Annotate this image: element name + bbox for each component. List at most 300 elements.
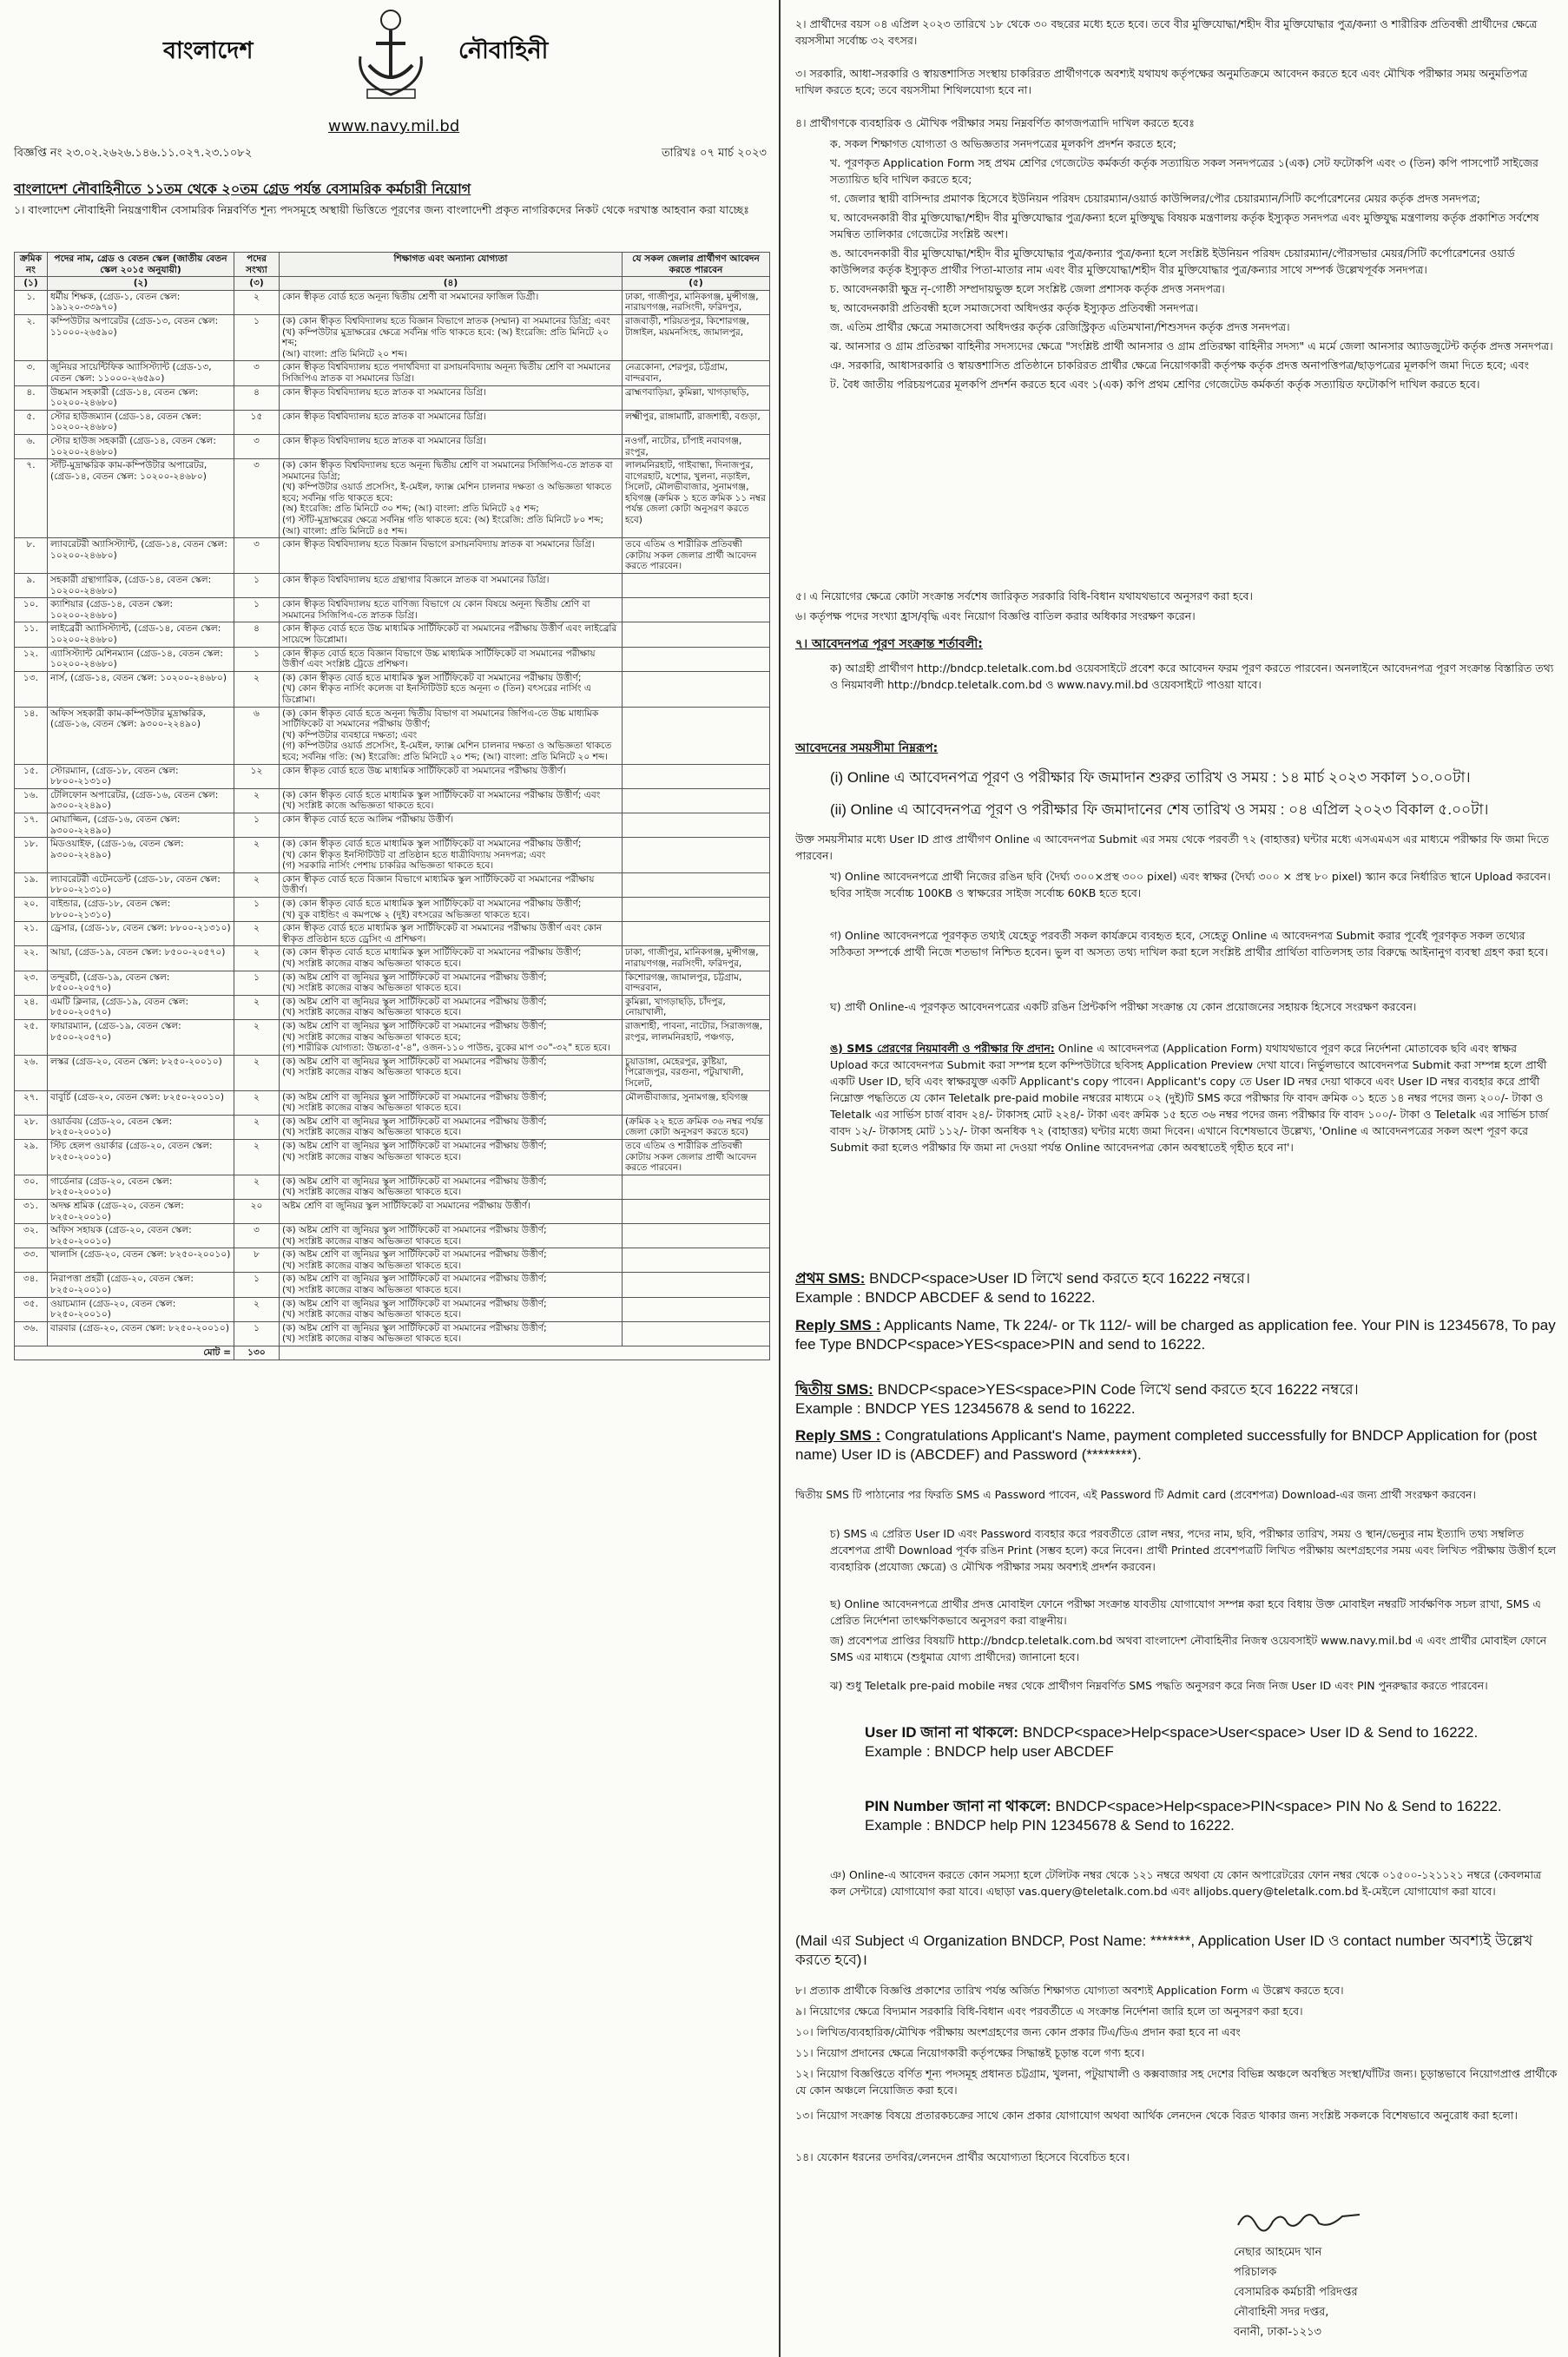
cell-post-count: ২ bbox=[234, 1139, 280, 1175]
recover-pin-text: BNDCP<space>Help<space>PIN<space> PIN No & Send to 16222. bbox=[1055, 1798, 1502, 1814]
cell-districts bbox=[623, 574, 770, 598]
col-index: (৪) bbox=[280, 277, 623, 291]
para-authority-decision: ১১। নিয়োগ প্রদানের ক্ষেত্রে নিয়োগকারী কর্তৃপক্ষের সিদ্ধান্তই চূড়ান্ত বলে গণ্য হবে। bbox=[795, 2046, 1144, 2059]
cell-post-name: ল্যাবরেটরী অ্যাসিস্ট্যান্ট, (গ্রেড-১৪, বেতন স্কেল: ১০২০০-২৪৬৮০) bbox=[48, 538, 234, 574]
cell-serial: ১৩. bbox=[15, 671, 48, 707]
cell-post-count: ২ bbox=[234, 1055, 280, 1090]
cell-post-name: ড্রেসার, (গ্রেড-১৮, বেতন স্কেল: ৮৮০০-২১৩১০) bbox=[48, 922, 234, 946]
cell-qualification bbox=[280, 574, 623, 598]
table-row bbox=[15, 838, 770, 873]
table-subheader-row bbox=[15, 277, 770, 291]
cell-post-count: ৩ bbox=[234, 459, 280, 538]
cell-post-count: ২ bbox=[234, 1115, 280, 1139]
qualification-line: (ক) অষ্টম শ্রেণি বা জুনিয়র স্কুল সার্টিফিকেট বা সমমানের পরীক্ষায় উত্তীর্ণ; bbox=[282, 1274, 547, 1285]
cell-serial: ১২. bbox=[15, 647, 48, 671]
cell-districts bbox=[623, 598, 770, 622]
col-index: (১) bbox=[15, 277, 48, 291]
cell-post-name: স্টোর হাউজম্যান (গ্রেড-১৪, বেতন স্কেল: ১০২০০-২৪৬৮০) bbox=[48, 410, 234, 434]
col-header-post: পদের নাম, গ্রেড ও বেতন স্কেল (জাতীয় বেতন স্কেল ২০১৫ অনুযায়ী) bbox=[48, 253, 234, 277]
right-column bbox=[787, 0, 1561, 2357]
cell-serial: ২৯. bbox=[15, 1139, 48, 1175]
cell-post-count: ১ bbox=[234, 1321, 280, 1346]
document-requirement-item: ট. বৈধ জাতীয় পরিচয়পত্রের মূলকপি প্রদর্শন করতে হবে এবং ১(এক) কপি প্রথম শ্রেণির গেজেটেড কর্মকর্তা কর্তৃক সত্যায়িত ফটোকপি দাখিল করতে হবে। bbox=[830, 378, 1480, 391]
qualification-line: (ক) কোন স্বীকৃত বোর্ড হতে মাধ্যমিক স্কুল সার্টিফিকেট বা সমমানের পরীক্ষায় উত্তীর্ণ; bbox=[282, 947, 582, 958]
table-row bbox=[15, 1055, 770, 1090]
sms-second-example-label: Example : bbox=[795, 1400, 861, 1417]
para-lobbying-disqualify: ১৪। যেকোন ধরনের তদবির/লেনদেন প্রার্থীর অযোগ্যতা হিসেবে বিবেচিত হবে। bbox=[795, 2150, 1130, 2163]
table-row bbox=[15, 872, 770, 897]
deadline-note: উক্ত সময়সীমার মধ্যে User ID প্রাপ্ত প্রার্থীগণ Online এ আবেদনপত্র Submit এর সময় থেকে পরবর্তী ৭২ (বাহাত্তর) ঘন্টার মধ্যে এসএমএস এর মাধ্যমে পরীক্ষার ফি জমা দিতে পারবেন। bbox=[795, 833, 1549, 862]
qualification-line: (ক) কোন স্বীকৃত বোর্ড হতে মাধ্যমিক স্কুল সার্টিফিকেট বা সমমানের পরীক্ষায় উত্তীর্ণ; bbox=[282, 839, 582, 850]
qualification-line: (ক) অষ্টম শ্রেণি বা জুনিয়র স্কুল সার্টিফিকেট বা সমমানের পরীক্ষায় উত্তীর্ণ; bbox=[282, 1116, 547, 1127]
document-requirement-item: ঝ. আনসার ও গ্রাম প্রতিরক্ষা বাহিনীর সদস্যদের ক্ষেত্রে "সংশ্লিষ্ট প্রার্থী আনসার ও গ্রাম প্রতিরক্ষা বাহিনীর সদস্য" এ মর্মে জেলা আনসার অ্যাডজুটেন্ট কর্তৃক প্রদত্ত সনদপত্র। bbox=[830, 339, 1553, 352]
cell-post-count: ২ bbox=[234, 671, 280, 707]
total-empty-cell bbox=[280, 1346, 770, 1360]
reply-sms-label: Reply SMS : bbox=[795, 1317, 881, 1333]
cell-post-name: সহকারী গ্রন্থাগারিক, (গ্রেড-১৪, বেতন স্কেল: ১০২০০-২৪৬৮০) bbox=[48, 574, 234, 598]
table-row bbox=[15, 574, 770, 598]
cell-qualification bbox=[280, 813, 623, 837]
qualification-line: (খ) সংশ্লিষ্ট কাজের বাস্তব অভিজ্ঞতা থাকতে হবে। bbox=[282, 1260, 462, 1271]
cell-districts bbox=[623, 898, 770, 922]
sms-second-example: BNDCP YES 12345678 & send to 16222. bbox=[865, 1400, 1136, 1417]
cell-qualification bbox=[280, 1090, 623, 1115]
cell-districts bbox=[623, 872, 770, 897]
cell-post-name: ক্যাশিয়ার (গ্রেড-১৪, বেতন স্কেল: ১০২০০-২৪৬৮০) bbox=[48, 598, 234, 622]
cell-qualification bbox=[280, 922, 623, 946]
left-column bbox=[7, 0, 775, 2357]
cell-post-name: উচ্চমান সহকারী (গ্রেড-১৪, বেতন স্কেল: ১০২০০-২৪৬৮০) bbox=[48, 385, 234, 410]
cell-post-count: ১৫ bbox=[234, 410, 280, 434]
cell-post-count: ২ bbox=[234, 788, 280, 813]
cell-post-count: ৩ bbox=[234, 434, 280, 458]
cell-qualification bbox=[280, 1224, 623, 1248]
cell-post-name: এ্যাসিস্ট্যান্ট মেশিনম্যান (গ্রেড-১৪, বেতন স্কেল: ১০২০০-২৪৬৮০) bbox=[48, 647, 234, 671]
cell-post-name: মিডওয়াইফ, (গ্রেড-১৬, বেতন স্কেল: ৯৩০০-২২৪৯০) bbox=[48, 838, 234, 873]
rule-kha-photo-signature: খ) Online আবেদনপত্রে প্রার্থী নিজের রঙিন ছবি (দৈর্ঘ্য ৩০০×প্রস্থ ৩০০ pixel) এবং স্বাক্ষর (দৈর্ঘ্য ৩০০ × প্রস্থ ৮০ pixel) স্ক্যান করে নির্ধারিত স্থানে Upload করবেন। ছবির সাইজ সর্বোচ্চ 100KB ও স্বাক্ষরের সাইজ সর্বোচ্চ 60KB হতে হবে। bbox=[830, 870, 1551, 899]
qualification-line: (খ) কম্পিউটার মুদ্রাক্ষরের ক্ষেত্রে সর্বনিম্ন গতি থাকতে হবে: (অ) ইংরেজি: প্রতি মিনিটে ২০ শব্দ; bbox=[282, 326, 609, 349]
deadline-heading: আবেদনের সময়সীমা নিম্নরূপ: bbox=[795, 741, 939, 755]
cell-serial: ৪. bbox=[15, 385, 48, 410]
website-link[interactable]: www.navy.mil.bd bbox=[328, 117, 460, 135]
cell-serial: ৩১. bbox=[15, 1199, 48, 1223]
table-row bbox=[15, 1297, 770, 1321]
cell-post-count: ৪ bbox=[234, 622, 280, 647]
cell-districts bbox=[623, 813, 770, 837]
recover-pin bbox=[865, 1797, 1551, 1835]
cell-serial: ১০. bbox=[15, 598, 48, 622]
cell-districts: নেত্রকোনা, শেরপুর, চট্টগ্রাম, বান্দরবান, bbox=[623, 361, 770, 385]
cell-serial: ১৯. bbox=[15, 872, 48, 897]
cell-qualification bbox=[280, 1055, 623, 1090]
cell-qualification bbox=[280, 385, 623, 410]
document-requirement-item: চ. আবেদনকারী ক্ষুদ্র নৃ-গোষ্ঠী সম্প্রদায়ভুক্ত হলে সংশ্লিষ্ট জেলা প্রশাসক কর্তৃক প্রদত্ত সনদপত্র। bbox=[830, 282, 1225, 295]
col-index: (৫) bbox=[623, 277, 770, 291]
table-row bbox=[15, 1273, 770, 1297]
cell-serial: ৯. bbox=[15, 574, 48, 598]
sms-second bbox=[795, 1380, 1558, 1419]
sms-first-example-label: Example : bbox=[795, 1289, 861, 1306]
cell-post-name: নার্স, (গ্রেড-১৪, বেতন স্কেল: ১০২০০-২৪৬৮০) bbox=[48, 671, 234, 707]
total-count: ১৩০ bbox=[234, 1346, 280, 1360]
cell-qualification bbox=[280, 410, 623, 434]
cell-post-name: অদক্ষ শ্রমিক (গ্রেড-২০, বেতন স্কেল: ৮২৫০-২০০১০) bbox=[48, 1199, 234, 1223]
cell-qualification bbox=[280, 1321, 623, 1346]
cell-districts: (ক্রমিক ২২ হতে ক্রমিক ৩৬ নম্বর পর্যন্ত জেলা কোটা অনুসরণ করতে হবে) bbox=[623, 1115, 770, 1139]
cell-serial: ৩২. bbox=[15, 1224, 48, 1248]
qualification-line: (ক) অষ্টম শ্রেণি বা জুনিয়র স্কুল সার্টিফিকেট বা সমমানের পরীক্ষায় উত্তীর্ণ; bbox=[282, 1249, 547, 1261]
cell-districts: লক্ষ্মীপুর, রাঙ্গামাটি, রাজশাহী, বগুড়া, bbox=[623, 410, 770, 434]
mail-subject-note: (Mail এর Subject এ Organization BNDCP, Post Name: *******, Application User ID ও contact number অবশ্যই উল্লেখ করতে হবে)। bbox=[795, 1932, 1533, 1968]
para-no-ta-da: ১০। লিখিত/ব্যবহারিক/মৌখিক পরীক্ষায় অংশগ্রহণের জন্য কোন প্রকার টিএ/ডিএ প্রদান করা হবে না এবং bbox=[795, 2025, 1241, 2038]
cell-qualification bbox=[280, 1273, 623, 1297]
qualification-line: (ক) অষ্টম শ্রেণি বা জুনিয়র স্কুল সার্টিফিকেট বা সমমানের পরীক্ষায় উত্তীর্ণ; bbox=[282, 1091, 547, 1103]
cell-serial: ১১. bbox=[15, 622, 48, 647]
sms-first-text: BNDCP<space>User ID লিখে send করতে হবে 16222 নম্বরে। bbox=[869, 1270, 1250, 1287]
table-row bbox=[15, 647, 770, 671]
document-requirement-item: ঘ. আবেদনকারী বীর মুক্তিযোদ্ধা/শহীদ বীর মুক্তিযোদ্ধার পুত্র/কন্যা হলে মুক্তিযুদ্ধ বিষয়ক মন্ত্রণালয় কর্তৃক ইস্যুকৃত সনদপত্র এবং মুক্তিযুদ্ধ মন্ত্রণালয় কর্তৃক প্রকাশিত সর্বশেষ সমন্বিত তালিকার গেজেটের সংশ্লিষ্ট অংশ। bbox=[830, 211, 1539, 240]
cell-post-count: ১ bbox=[234, 898, 280, 922]
signatory-title: পরিচালক bbox=[1234, 2266, 1277, 2279]
rule-ja-admit-notice: জ) প্রবেশপত্র প্রাপ্তির বিষয়টি http://bndcp.teletalk.com.bd অথবা বাংলাদেশ নৌবাহিনীর নিজস্ব ওয়েবসাইট www.navy.mil.bd এ এবং প্রার্থীর মোবাইল ফোনে SMS এর মাধ্যমে (শুধুমাত্র যোগ্য প্রার্থীদের) জানানো হবে। bbox=[830, 1634, 1547, 1663]
qualification-line: (খ) সংশ্লিষ্ট কাজের বাস্তব অভিজ্ঞতা থাকতে হবে। bbox=[282, 1103, 462, 1114]
document-requirement-item: ঞ. সরকারি, আধাসরকারি ও স্বায়ত্তশাসিত প্রতিষ্ঠানে চাকরিরত প্রার্থীর ক্ষেত্রে নিয়োগকারী কর্তৃপক্ষ কর্তৃক প্রদত্ত অনাপত্তিপত্র/ছাড়পত্রের মূলকপি জমা দিতে হবে; এবং bbox=[830, 359, 1529, 372]
para-age-limit: ২। প্রার্থীদের বয়স ০৪ এপ্রিল ২০২৩ তারিখে ১৮ থেকে ৩০ বছরের মধ্যে হতে হবে। তবে বীর মুক্তিযোদ্ধা/শহীদ বীর মুক্তিযোদ্ধার পুত্র/কন্যা ও শারীরিক প্রতিবন্ধী প্রার্থীদের ক্ষেত্রে বয়সসীমা সর্বোচ্চ ৩২ বৎসর। bbox=[795, 17, 1538, 47]
cell-districts: মৌলভীবাজার, সুনামগঞ্জ, হবিগঞ্জ bbox=[623, 1090, 770, 1115]
qualification-line: কোন স্বীকৃত বিশ্ববিদ্যালয় হতে পদার্থবিদ্যা বা রসায়নবিদ্যায় অনূন্য দ্বিতীয় শ্রেণি বা সমমানের সিজিপিএ স্নাতক বা সমমানের ডিগ্রি। bbox=[282, 362, 611, 384]
cell-post-name: অফিস সহায়ক (গ্রেড-২০, বেতন স্কেল: ৮২৫০-২০০১০) bbox=[48, 1224, 234, 1248]
cell-districts: ঢাকা, গাজীপুর, মানিকগঞ্জ, মুন্সীগঞ্জ, নারায়ণগঞ্জ, নরসিংদী, ফরিদপুর, bbox=[623, 946, 770, 971]
para-qualification-mention: ৮। প্রত্যাক প্রার্থীকে বিজ্ঞপ্তি প্রকাশের তারিখ পর্যন্ত অর্জিত শিক্ষাগত যোগ্যতা অবশ্যই Application Form এ উল্লেখ করতে হবে। bbox=[795, 1984, 1344, 1997]
qualification-line: (গ) কম্পিউটার ওয়ার্ড প্রসেসিং, ই-মেইল, ফ্যাক্স মেশিন চালনার দক্ষতা ও অভিজ্ঞতা থাকতে হবে; সর্বনিম্ন গতি: (অ) ইংরেজি: প্রতি মিনিটে ২০ শব্দ; (আ) বাংলা: প্রতি মিনিটে ২০ শব্দ। bbox=[282, 741, 612, 762]
cell-districts: চুয়াডাঙ্গা, মেহেরপুর, কুষ্টিয়া, পিরোজপুর, বরগুনা, পটুয়াখালী, সিলেট, bbox=[623, 1055, 770, 1090]
cell-districts: তবে এতিম ও শারীরিক প্রতিবন্ধী কোটায় সকল জেলার প্রার্থী আবেদন করতে পারবেন। bbox=[623, 1139, 770, 1175]
cell-post-count: ২ bbox=[234, 1297, 280, 1321]
qualification-line: কোন স্বীকৃত বিশ্ববিদ্যালয় হতে স্নাতক বা সমমানের ডিগ্রি। bbox=[282, 411, 486, 422]
column-divider bbox=[779, 0, 781, 2357]
rule-gha-print-copy: ঘ) প্রার্থী Online-এ পূরণকৃত আবেদনপত্রের একটি রঙিন প্রিন্টকপি পরীক্ষা সংক্রান্ত যে কোন প্রয়োজনের সহায়ক হিসেবে সংরক্ষণ করবেন। bbox=[830, 1000, 1417, 1013]
cell-qualification bbox=[280, 1020, 623, 1056]
qualification-line: (গ) সরকারি নার্সিং পেশায় চাকরির অভিজ্ঞতা থাকতে হবে। bbox=[282, 860, 494, 872]
cell-serial: ২৬. bbox=[15, 1055, 48, 1090]
qualification-line: কোন স্বীকৃত বিশ্ববিদ্যালয় হতে গ্রন্থাগার বিজ্ঞানে স্নাতক বা সমমানের ডিগ্রি। bbox=[282, 575, 550, 586]
table-row bbox=[15, 361, 770, 385]
cell-post-count: ১ bbox=[234, 598, 280, 622]
signatory-address: বনানী, ঢাকা-১২১৩ bbox=[1234, 2326, 1321, 2339]
col-index: (২) bbox=[48, 277, 234, 291]
col-header-serial: ক্রমিক নং bbox=[15, 253, 48, 277]
circular-title: বাংলাদেশ নৌবাহিনীতে ১১তম থেকে ২০তম গ্রেড পর্যন্ত বেসামরিক কর্মচারী নিয়োগ bbox=[14, 181, 471, 197]
sms-rules-body: Online এ আবেদনপত্র (Application Form) যথাযথভাবে পূরণ করে নির্দেশনা মোতাবেক ছবি এবং স্বাক্ষর Upload করে আবেদনপত্র Submit করা সম্পন্ন হলে কম্পিউটারে ছবিসহ Application Preview দেখা যাবে। নির্ভুলভাবে আবেদনপত্র Submit করা সম্পন্ন হলে প্রার্থী একটি User ID, ছবি এবং স্বাক্ষরযুক্ত একটি Applicant's copy পাবেন। Applicant's copy তে User ID নম্বর দেয়া থাকবে এবং User ID নম্বর ব্যবহার করে প্রার্থী নিম্নোক্ত পদ্ধতিতে যে কোন Teletalk pre-paid mobile নম্বরের মাধ্যমে ০২ (দুই)টি SMS করে পরীক্ষার ফি বাবদ ক্রমিক ০১ হতে ১৪ নম্বর পদের জন্য ২০০/- টাকা ও Teletalk এর সার্ভিস চার্জ বাবদ ২৪/- টাকাসহ মোট ২২৪/- টাকা এবং ক্রমিক ১৫ হতে ৩৬ নম্বর পদের জন্য পরীক্ষার ফি বাবদ ১০০/- টাকা ও Teletalk এর সার্ভিস চার্জ বাবদ ১২/- টাকাসহ মোট ১১২/- টাকা অনধিক ৭২ (বাহাত্তর) ঘন্টার মধ্যে জমা দিবেন। এখানে বিশেষভাবে উল্লেখ্য, 'Online এ আবেদনপত্রের সকল অংশ পূরণ করে Submit করা হলেও পরীক্ষার ফি জমা না দেওয়া পর্যন্ত Online আবেদনপত্র কোন অবস্থাতেই গৃহীত হবে না'। bbox=[830, 1042, 1548, 1154]
table-row bbox=[15, 385, 770, 410]
qualification-line: কোন স্বীকৃত বিশ্ববিদ্যালয় হতে স্নাতক বা সমমানের ডিগ্রি। bbox=[282, 386, 486, 398]
cell-post-name: ওয়াচম্যান (গ্রেড-২০, বেতন স্কেল: ৮২৫০-২০০১০) bbox=[48, 1297, 234, 1321]
cell-post-name: স্টিচ হেলপ ওয়ার্কার (গ্রেড-২০, বেতন স্কেল: ৮২৫০-২০০১০) bbox=[48, 1139, 234, 1175]
qualification-line: (খ) সংশ্লিষ্ট কাজের বাস্তব অভিজ্ঞতা থাকতে হবে; bbox=[282, 1031, 461, 1043]
cell-post-name: বাবুর্চি (গ্রেড-২০, বেতন স্কেল: ৮২৫০-২০০১০) bbox=[48, 1090, 234, 1115]
reference-number: বিজ্ঞপ্তি নং ২৩.০২.২৬২৬.১৪৬.১১.০২৭.২৩.১০৮২ bbox=[14, 147, 253, 160]
qualification-line: (খ) কোন স্বীকৃত নার্সিং কলেজ বা ইনস্টিটিউট হতে অনূন্য ৩ (তিন) বৎসরের নার্সিং এ ডিপ্লোমা। bbox=[282, 683, 591, 705]
table-row bbox=[15, 764, 770, 788]
cell-post-name: ধর্মীয় শিক্ষক, (গ্রেড-১, বেতন স্কেল: ১৯১২০-৩৩৯৭০) bbox=[48, 290, 234, 314]
cell-districts bbox=[623, 764, 770, 788]
qualification-line: (অ) ইংরেজি: প্রতি মিনিটে ৩০ শব্দ; (আ) বাংলা: প্রতি মিনিটে ২৫ শব্দ; bbox=[282, 504, 539, 515]
reply-sms-2-text: Congratulations Applicant's Name, payment completed successfully for BNDCP Application for (post name) User ID is (ABCDEF) and Password (********). bbox=[795, 1427, 1538, 1463]
cell-qualification bbox=[280, 838, 623, 873]
cell-post-name: খালাসি (গ্রেড-২০, বেতন স্কেল: ৮২৫০-২০০১০) bbox=[48, 1248, 234, 1273]
recover-user-id bbox=[865, 1723, 1551, 1761]
col-header-count: পদের সংখ্যা bbox=[234, 253, 280, 277]
document-requirement-item: ঙ. আবেদনকারী বীর মুক্তিযোদ্ধা/শহীদ বীর মুক্তিযোদ্ধার পুত্র/কন্যার পুত্র/কন্যা হলে সংশ্লিষ্ট ইউনিয়ন পরিষদ চেয়ারম্যান/পৌরসভার মেয়র/সিটি কর্পোরেশনের ওয়ার্ড কাউন্সিলর কর্তৃক ইস্যুকৃত প্রার্থীর পিতা-মাতার নাম এবং বীর মুক্তিযোদ্ধা/শহীদ বীর মুক্তিযোদ্ধার পুত্র/কন্যার সাথে সম্পর্ক উল্লেখপূর্বক সনদপত্র। bbox=[830, 247, 1515, 276]
table-row bbox=[15, 1020, 770, 1056]
para-reserve-right: ৬। কর্তৃপক্ষ পদের সংখ্যা হ্রাস/বৃদ্ধি এবং নিয়োগ বিজ্ঞপ্তি বাতিল করার অধিকার সংরক্ষণ করেন। bbox=[795, 609, 1196, 622]
cell-qualification bbox=[280, 314, 623, 360]
qualification-line: কোন স্বীকৃত বোর্ড হতে অনূন্য দ্বিতীয় শ্রেণী বা সমমানের ফাজিল ডিগ্রী। bbox=[282, 291, 539, 302]
table-row bbox=[15, 1248, 770, 1273]
table-row bbox=[15, 1115, 770, 1139]
recover-user-id-example: Example : BNDCP help user ABCDEF bbox=[865, 1743, 1114, 1760]
qualification-line: (ক) অষ্টম শ্রেণি বা জুনিয়র স্কুল সার্টিফিকেট বা সমমানের পরীক্ষায় উত্তীর্ণ; bbox=[282, 996, 547, 1007]
cell-qualification bbox=[280, 995, 623, 1019]
sms-first bbox=[795, 1269, 1558, 1307]
rule-cha-admit-card: চ) SMS এ প্রেরিত User ID এবং Password ব্যবহার করে পরবর্তীতে রোল নম্বর, পদের নাম, ছবি, পরীক্ষার তারিখ, সময় ও স্থান/ভেন্যুর নাম ইত্যাদি তথ্য সম্বলিত প্রবেশপত্র প্রার্থী Download পূর্বক রঙিন Print (সম্ভব হলে) করে নিবেন। প্রার্থী Printed প্রবেশপত্রটি লিখিত পরীক্ষায় অংশগ্রহণের সময় এবং লিখিত পরীক্ষায় উত্তীর্ণ হলে ব্যবহারিক (প্রযোজ্য ক্ষেত্রে) ও মৌখিক পরীক্ষার সময় অবশ্যই প্রদর্শন করবেন। bbox=[830, 1527, 1557, 1573]
cell-post-count: ৬ bbox=[234, 707, 280, 764]
table-row bbox=[15, 1090, 770, 1115]
cell-serial: ৩০. bbox=[15, 1175, 48, 1199]
qualification-line: (খ) সংশ্লিষ্ট কাজের বাস্তব অভিজ্ঞতা থাকতে হবে। bbox=[282, 1235, 462, 1247]
para-documents-heading: ৪। প্রার্থীগণকে ব্যবহারিক ও মৌখিক পরীক্ষার সময় নিম্নবর্ণিত কাগজপত্রাদি দাখিল করতে হবেঃ bbox=[795, 116, 1195, 129]
cell-post-count: ৩ bbox=[234, 361, 280, 385]
cell-qualification bbox=[280, 1175, 623, 1199]
cell-serial: ১৬. bbox=[15, 788, 48, 813]
cell-post-name: ল্যাবরেটরী এটেনডেন্ট (গ্রেড-১৮, বেতন স্কেল: ৮৮০০-২১৩১০) bbox=[48, 872, 234, 897]
sms-second-label: দ্বিতীয় SMS: bbox=[795, 1381, 873, 1398]
qualification-line: (গ) শারীরিক যোগ্যতা: উচ্চতা-৫'-৪", ওজন-১১০ পাউন্ড, বুকের মাপ ৩০"-৩২" হতে হবে। bbox=[282, 1043, 611, 1054]
qualification-line: (খ) সংশ্লিষ্ট কাজের বাস্তব অভিজ্ঞতা থাকতে হবে। bbox=[282, 1151, 462, 1162]
table-row bbox=[15, 788, 770, 813]
cell-districts: লালমনিরহাট, গাইবান্ধা, দিনাজপুর, বাগেরহাট, যশোর, খুলনা, নড়াইল, সিলেট, মৌলভীবাজার, সুনামগঞ্জ, হবিগঞ্জ (ক্রমিক ১ হতে ক্রমিক ১১ নম্বর পর্যন্ত জেলা কোটা অনুসরণ করতে হবে) bbox=[623, 459, 770, 538]
qualification-line: (খ) সংশ্লিষ্ট কাজের বাস্তব অভিজ্ঞতা থাকতে হবে। bbox=[282, 958, 462, 970]
cell-districts: কুমিল্লা, খাগড়াছড়ি, চাঁদপুর, নোয়াখালী, bbox=[623, 995, 770, 1019]
cell-qualification bbox=[280, 647, 623, 671]
reply-sms-text: Applicants Name, Tk 224/- or Tk 112/- will be charged as application fee. Your PIN is 12345678, To pay fee Type BNDCP<space>YES<space>PIN and send to 16222. bbox=[795, 1317, 1556, 1353]
cell-post-count: ১ bbox=[234, 574, 280, 598]
rule-uma-sms-fee bbox=[795, 1040, 1558, 1155]
col-index: (৩) bbox=[234, 277, 280, 291]
cell-qualification bbox=[280, 622, 623, 647]
cell-post-name: স্টাঁট-মুদ্রাক্ষরিক কাম-কম্পিউটার অপারেটর, (গ্রেড-১৪, বেতন স্কেল: ১০২০০-২৪৬৮০) bbox=[48, 459, 234, 538]
qualification-line: (খ) সংশ্লিষ্ট কাজের বাস্তব অভিজ্ঞতা থাকতে হবে। bbox=[282, 1007, 462, 1018]
qualification-line: (ক) অষ্টম শ্রেণি বা জুনিয়র স্কুল সার্টিফিকেট বা সমমানের পরীক্ষায় উত্তীর্ণ; bbox=[282, 1225, 547, 1236]
cell-districts: রাজশাহী, পাবনা, নাটোর, সিরাজগঞ্জ, রংপুর, লালমনিরহাট, পঞ্চগড়, bbox=[623, 1020, 770, 1056]
cell-districts bbox=[623, 1273, 770, 1297]
cell-post-name: নিরাপত্তা প্রহরী (গ্রেড-২০, বেতন স্কেল: ৮২৫০-২০০১০) bbox=[48, 1273, 234, 1297]
recover-pin-example: Example : BNDCP help PIN 12345678 & Send to 16222. bbox=[865, 1817, 1235, 1834]
cell-serial: ৬. bbox=[15, 434, 48, 458]
cell-districts bbox=[623, 707, 770, 764]
signature-icon bbox=[1234, 2201, 1364, 2235]
cell-qualification bbox=[280, 1248, 623, 1273]
cell-districts: নওগাঁ, নাটোর, চাঁপাই নবাবগঞ্জ, রংপুর, bbox=[623, 434, 770, 458]
cell-qualification bbox=[280, 764, 623, 788]
qualification-line: (ক) কোন স্বীকৃত বোর্ড হতে মাধ্যমিক স্কুল সার্টিফিকেট বা সমমানের পরীক্ষায় উত্তীর্ণ; এবং bbox=[282, 789, 601, 800]
qualification-line: (খ) কোন স্বীকৃত ইনস্টিটিউট বা প্রতিষ্ঠান হতে ধাত্রীবিদ্যায় সনদপত্র; এবং bbox=[282, 849, 546, 860]
cell-districts bbox=[623, 1175, 770, 1199]
cell-districts bbox=[623, 1321, 770, 1346]
table-row bbox=[15, 434, 770, 458]
cell-post-count: ২ bbox=[234, 838, 280, 873]
posts-table bbox=[14, 252, 770, 1360]
qualification-line: (ক) কোন স্বীকৃত বোর্ড হতে মাধ্যমিক স্কুল সার্টিফিকেট বা সমমানের পরীক্ষায় উত্তীর্ণ; bbox=[282, 899, 582, 910]
application-rules-heading: ৭। আবেদনপত্র পূরণ সংক্রান্ত শর্তাবলী: bbox=[795, 637, 983, 651]
qualification-line: (ক) অষ্টম শ্রেণি বা জুনিয়র স্কুল সার্টিফিকেট বা সমমানের পরীক্ষায় উত্তীর্ণ; bbox=[282, 1056, 547, 1067]
table-total-row bbox=[15, 1346, 770, 1360]
cell-post-name: অফিস সহকারী কাম-কম্পিউটার মুদ্রাক্ষরিক, (গ্রেড-১৬, বেতন স্কেল: ৯৩০০-২২৪৯০) bbox=[48, 707, 234, 764]
para-govt-rules: ৯। নিয়োগের ক্ষেত্রে বিদ্যমান সরকারি বিধি-বিধান এবং পরবর্তীতে এ সংক্রান্ত নির্দেশনা জারি হলে তা অনুসরণ করা হবে। bbox=[795, 2005, 1303, 2018]
cell-serial: ১৭. bbox=[15, 813, 48, 837]
cell-districts bbox=[623, 838, 770, 873]
para-fraud-warning: ১৩। নিয়োগ সংক্রান্ত বিষয়ে প্রতারকচক্রের সাথে কোন প্রকার যোগাযোগ অথবা আর্থিক লেনদেন থেকে বিরত থাকার জন্য সংশ্লিষ্ট সকলকে বিশেষভাবে অনুরোধ করা হলো। bbox=[795, 2109, 1518, 2122]
sms-second-text: BNDCP<space>YES<space>PIN Code লিখে send করতে হবে 16222 নম্বরে। bbox=[877, 1381, 1359, 1398]
cell-districts bbox=[623, 788, 770, 813]
table-row bbox=[15, 622, 770, 647]
sms-rules-heading: ঙ) SMS প্রেরণের নিয়মাবলী ও পরীক্ষার ফি প্রদান: bbox=[830, 1042, 1055, 1055]
table-row bbox=[15, 290, 770, 314]
table-row bbox=[15, 598, 770, 622]
table-header-row bbox=[15, 253, 770, 277]
total-label: মোট = bbox=[15, 1346, 234, 1360]
table-row bbox=[15, 1224, 770, 1248]
sms-reply-2 bbox=[795, 1426, 1558, 1465]
cell-serial: ১৫. bbox=[15, 764, 48, 788]
qualification-line: (খ) সংশ্লিষ্ট কাজের বাস্তব অভিজ্ঞতা থাকতে হবে। bbox=[282, 1127, 462, 1138]
para-govt-employees: ৩। সরকারি, আধা-সরকারি ও স্বায়ত্তশাসিত সংস্থায় চাকরিরত প্রার্থীগণকে অবশ্যই যথাযথ কর্তৃপক্ষের অনুমতিক্রমে আবেদন করতে হবে এবং মৌখিক পরীক্ষার সময় অনুমতিপত্র দাখিল করতে হবে; তবে বয়সসীমা শিথিলযোগ্য হবে না। bbox=[795, 67, 1528, 96]
table-row bbox=[15, 410, 770, 434]
cell-qualification bbox=[280, 1199, 623, 1223]
qualification-line: কোন স্বীকৃত বোর্ড হতে বিজ্ঞান বিভাগে উচ্চ মাধ্যমিক সার্টিফিকেট বা সমমানের পরীক্ষায় উত্তীর্ণ এবং সংশ্লিষ্ট ট্রেডে প্রশিক্ষণ। bbox=[282, 648, 596, 670]
qualification-line: কোন স্বীকৃত বিশ্ববিদ্যালয় হতে বিজ্ঞান বিভাগে রসায়নবিদ্যায় স্নাতক বা সমমানের ডিগ্রি। bbox=[282, 539, 595, 550]
org-name-left: বাংলাদেশ bbox=[163, 37, 254, 64]
cell-qualification bbox=[280, 538, 623, 574]
qualification-line: কোন স্বীকৃত বোর্ড হতে উচ্চ মাধ্যমিক সার্টিফিকেট বা সমমানের পরীক্ষায় উত্তীর্ণ। bbox=[282, 765, 566, 776]
document-requirement-item: খ. পূরণকৃত Application Form সহ প্রথম শ্রেণির গেজেটেড কর্মকর্তা কর্তৃক সত্যায়িত সকল সনদপত্রের ১(এক) সেট ফটোকপি এবং ৩ (তিন) কপি পাসপোর্ট সাইজের সত্যায়িত ছবি দাখিল করতে হবে; bbox=[830, 156, 1538, 186]
cell-serial: ৭. bbox=[15, 459, 48, 538]
cell-post-count: ১ bbox=[234, 1273, 280, 1297]
qualification-line: (ক) কোন স্বীকৃত বোর্ড হতে মাধ্যমিক স্কুল সার্টিফিকেট বা সমমানের পরীক্ষায় উত্তীর্ণ; bbox=[282, 672, 582, 683]
sms-first-example: BNDCP ABCDEF & send to 16222. bbox=[865, 1289, 1096, 1306]
qualification-line: কোন স্বীকৃত বোর্ড হতে উচ্চ মাধ্যমিক সার্টিফিকেট বা সমমানের পরীক্ষায় উত্তীর্ণ এবং লাইব্রেরি সায়েন্সে ডিপ্লোমা। bbox=[282, 623, 617, 645]
intro-paragraph: ১। বাংলাদেশ নৌবাহিনী নিয়ন্ত্রণাধীন বেসামরিক নিম্নবর্ণিত শূন্য পদসমূহে অস্থায়ী ভিত্তিতে পূরণের জন্য বাংলাদেশী প্রকৃত নাগরিকদের নিকট থেকে দরখাস্ত আহবান করা যাচ্ছেঃ bbox=[14, 203, 749, 216]
qualification-line: (ক) অষ্টম শ্রেণি বা জুনিয়র স্কুল সার্টিফিকেট বা সমমানের পরীক্ষায় উত্তীর্ণ; bbox=[282, 1021, 547, 1031]
cell-post-count: ১ bbox=[234, 813, 280, 837]
cell-qualification bbox=[280, 1115, 623, 1139]
signatory-hq: নৌবাহিনী সদর দপ্তর, bbox=[1234, 2306, 1329, 2319]
qualification-line: কোন স্বীকৃত বোর্ড হতে মাধ্যমিক স্কুল সার্টিফিকেট বা সমমানের পরীক্ষায় উত্তীর্ণ এবং কোন স্বীকৃত প্রতিষ্ঠান হতে ড্রেসিং এ প্রশিক্ষণ। bbox=[282, 923, 603, 945]
cell-post-name: গার্ডেনার (গ্রেড-২০, বেতন স্কেল: ৮২৫০-২০০১০) bbox=[48, 1175, 234, 1199]
rule-chha-mobile: ছ) Online আবেদনপত্রে প্রার্থীর প্রদত্ত মোবাইল ফোনে পরীক্ষা সংক্রান্ত যাবতীয় যোগাযোগ সম্পন্ন করা হবে বিধায় উক্ত মোবাইল নম্বরটি সার্বক্ষণিক সচল রাখা, SMS এ প্রেরিত নির্দেশনা তাৎক্ষণিকভাবে অনুসরণ করা বাঞ্ছনীয়। bbox=[830, 1597, 1541, 1627]
table-row bbox=[15, 995, 770, 1019]
table-row bbox=[15, 1139, 770, 1175]
cell-post-count: ২ bbox=[234, 995, 280, 1019]
cell-post-name: টেলিফোন অপারেটর, (গ্রেড-১৬, বেতন স্কেল: ৯৩০০-২২৪৯০) bbox=[48, 788, 234, 813]
qualification-line: (খ) সংশ্লিষ্ট কাজের বাস্তব অভিজ্ঞতা থাকতে হবে। bbox=[282, 1285, 462, 1296]
deadline-start: (i) Online এ আবেদনপত্র পূরণ ও পরীক্ষার ফি জমাদান শুরুর তারিখ ও সময় : ১৪ মার্চ ২০২৩ সকাল ১০.০০টা। bbox=[830, 769, 1471, 786]
table-row bbox=[15, 671, 770, 707]
cell-post-count: ২ bbox=[234, 922, 280, 946]
recover-user-id-text: BNDCP<space>Help<space>User<space> User ID & Send to 16222. bbox=[1022, 1724, 1479, 1741]
cell-qualification bbox=[280, 290, 623, 314]
cell-districts: ঢাকা, গাজীপুর, মানিকগঞ্জ, মুন্সীগঞ্জ, নারায়ণগঞ্জ, নরসিংদী, ফরিদপুর, bbox=[623, 290, 770, 314]
qualification-line: (খ) সংশ্লিষ্ট কাজের বাস্তব অভিজ্ঞতা থাকতে হবে। bbox=[282, 983, 462, 994]
qualification-line: (আ) বাংলা: প্রতি মিনিটে ৪৫ শব্দ। bbox=[282, 525, 407, 537]
cell-post-count: ৮ bbox=[234, 1248, 280, 1273]
cell-districts bbox=[623, 1297, 770, 1321]
cell-districts bbox=[623, 1224, 770, 1248]
cell-serial: ২৫. bbox=[15, 1020, 48, 1056]
cell-post-count: ২ bbox=[234, 290, 280, 314]
rule-ga-info-accuracy: গ) Online আবেদনপত্রে পূরণকৃত তথ্যই যেহেতু পরবর্তী সকল কার্যক্রমে ব্যবহৃত হবে, সেহেতু Online এ আবেদনপত্র Submit করার পূর্বেই পূরণকৃত সকল তথ্যের সঠিকতা সম্পর্কে প্রার্থী নিজে শতভাগ নিশ্চিত হবেন। ভুল বা অসত্য তথ্য দাখিল করা হলে সংশ্লিষ্ট প্রার্থীর প্রার্থিতা বাতিলসহ তার বিরুদ্ধে আইনানুগ ব্যবস্থা গ্রহণ করা হবে। bbox=[830, 929, 1549, 958]
cell-post-name: লাইব্রেরী অ্যাসিস্ট্যান্ট, (গ্রেড-১৪, বেতন স্কেল: ১০২০০-২৪৬৮০) bbox=[48, 622, 234, 647]
cell-serial: ১৮. bbox=[15, 838, 48, 873]
posts-table-body bbox=[15, 290, 770, 1346]
circular-date: তারিখঃ ০৭ মার্চ ২০২৩ bbox=[662, 147, 767, 160]
table-row bbox=[15, 1199, 770, 1223]
cell-districts bbox=[623, 622, 770, 647]
cell-post-count: ২ bbox=[234, 1090, 280, 1115]
cell-post-name: আয়া, (গ্রেড-১৯, বেতন স্কেল: ৮৫০০-২০৫৭০) bbox=[48, 946, 234, 971]
cell-districts bbox=[623, 1199, 770, 1223]
page-header bbox=[7, 0, 775, 160]
qualification-line: কোন স্বীকৃত বোর্ড হতে আলিম পরীক্ষায় উত্তীর্ণ। bbox=[282, 813, 454, 825]
qualification-line: কোন স্বীকৃত বিশ্ববিদ্যালয় হতে বাণিজ্য বিভাগে যে কোন বিষয়ে অনূন্য দ্বিতীয় শ্রেণি বা সমমানের সিজিপিএ-তে স্নাতক ডিগ্রি। bbox=[282, 599, 590, 621]
cell-post-count: ১ bbox=[234, 971, 280, 995]
cell-post-name: বারবার (গ্রেড-২০, বেতন স্কেল: ৮২৫০-২০০১০) bbox=[48, 1321, 234, 1346]
qualification-line: (ক) অষ্টম শ্রেণি বা জুনিয়র স্কুল সার্টিফিকেট বা সমমানের পরীক্ষায় উত্তীর্ণ; bbox=[282, 1140, 547, 1151]
col-header-districts: যে সকল জেলার প্রার্থীগণ আবেদন করতে পারবেন bbox=[623, 253, 770, 277]
signature-block bbox=[1234, 2201, 1555, 2342]
cell-qualification bbox=[280, 946, 623, 971]
password-note: দ্বিতীয় SMS টি পাঠানোর পর ফিরতি SMS এ Password পাবেন, এই Password টি Admit card (প্রবেশপত্র) Download-এর জন্য প্রার্থী সংরক্ষণ করবেন। bbox=[795, 1488, 1476, 1501]
qualification-line: (ক) অষ্টম শ্রেণি বা জুনিয়র স্কুল সার্টিফিকেট বা সমমানের পরীক্ষায় উত্তীর্ণ; bbox=[282, 1175, 547, 1187]
table-row bbox=[15, 1175, 770, 1199]
cell-post-count: ২০ bbox=[234, 1199, 280, 1223]
col-header-qualification: শিক্ষাগত এবং অন্যান্য যোগ্যতা bbox=[280, 253, 623, 277]
cell-post-count: ২ bbox=[234, 872, 280, 897]
signatory-name: নেছার আহমেদ খান bbox=[1234, 2246, 1322, 2259]
qualification-line: (খ) সংশ্লিষ্ট কাজের বাস্তব অভিজ্ঞতা থাকতে হবে। bbox=[282, 1309, 462, 1320]
cell-post-count: ২ bbox=[234, 1175, 280, 1199]
cell-serial: ২৪. bbox=[15, 995, 48, 1019]
deadline-end: (ii) Online এ আবেদনপত্র পূরণ ও পরীক্ষার ফি জমাদানের শেষ তারিখ ও সময় : ০৪ এপ্রিল ২০২৩ বিকাল ৫.০০টা। bbox=[830, 801, 1489, 818]
cell-post-count: ২ bbox=[234, 1020, 280, 1056]
cell-serial: ১৪. bbox=[15, 707, 48, 764]
cell-post-count: ১ bbox=[234, 647, 280, 671]
sms-reply-1 bbox=[795, 1316, 1558, 1354]
document-requirement-item: গ. জেলার স্থায়ী বাসিন্দার প্রমাণক হিসেবে ইউনিয়ন পরিষদ চেয়ারম্যান/ওয়ার্ড কাউন্সিলর/পৌর চেয়ারম্যান/সিটি কর্পোরেশনের মেয়র কর্তৃক প্রদত্ত সনদপত্র; bbox=[830, 192, 1481, 205]
cell-post-name: কম্পিউটার অপারেটর (গ্রেড-১৩, বেতন স্কেল: ১১০০০-২৬৫৯০) bbox=[48, 314, 234, 360]
qualification-line: কোন স্বীকৃত বিশ্ববিদ্যালয় হতে স্নাতক বা সমমানের ডিগ্রি। bbox=[282, 435, 486, 446]
qualification-line: (ক) অষ্টম শ্রেণি বা জুনিয়র স্কুল সার্টিফিকেট বা সমমানের পরীক্ষায় উত্তীর্ণ; bbox=[282, 971, 547, 983]
qualification-line: (ক) কোন স্বীকৃত বোর্ড হতে অনূন্য দ্বিতীয় বিভাগ বা সমমানের জিপিএ-তে উচ্চ মাধ্যমিক সার্টিফিকেট বা সমমানের পরীক্ষায় উত্তীর্ণ; bbox=[282, 708, 599, 730]
qualification-line: (খ) সংশ্লিষ্ট কাজের বাস্তব অভিজ্ঞতা থাকতে হবে। bbox=[282, 1187, 462, 1198]
cell-serial: ১. bbox=[15, 290, 48, 314]
rule-nya-helpline: ঞ) Online-এ আবেদন করতে কোন সমস্যা হলে টেলিটক নম্বর থেকে ১২১ নম্বরে অথবা যে কোন অপারেটরের ফোন নম্বর থেকে ০১৫০০-১২১১২১ নম্বরে (কেবলমাত্র কল সেন্টারে) যোগাযোগ করা যাবে। এছাড়া vas.query@teletalk.com.bd এবং alljobs.query@teletalk.com.bd ই-মেইলে যোগাযোগ করা যাবে। bbox=[830, 1868, 1542, 1898]
rule-jha-recovery: ঝ) শুধু Teletalk pre-paid mobile নম্বর থেকে প্রার্থীগণ নিম্নবর্ণিত SMS পদ্ধতি অনুসরণ করে নিজ নিজ User ID এবং PIN পুনরুদ্ধার করতে পারবেন। bbox=[830, 1679, 1488, 1692]
cell-qualification bbox=[280, 707, 623, 764]
qualification-line: (গ) স্টাঁট-মুদ্রাক্ষরের ক্ষেত্রে সর্বনিম্ন গতি থাকতে হবে: (অ) ইংরেজি: প্রতি মিনিটে ৮০ শব্দ; bbox=[282, 515, 604, 526]
cell-serial: ৩৬. bbox=[15, 1321, 48, 1346]
table-row bbox=[15, 971, 770, 995]
